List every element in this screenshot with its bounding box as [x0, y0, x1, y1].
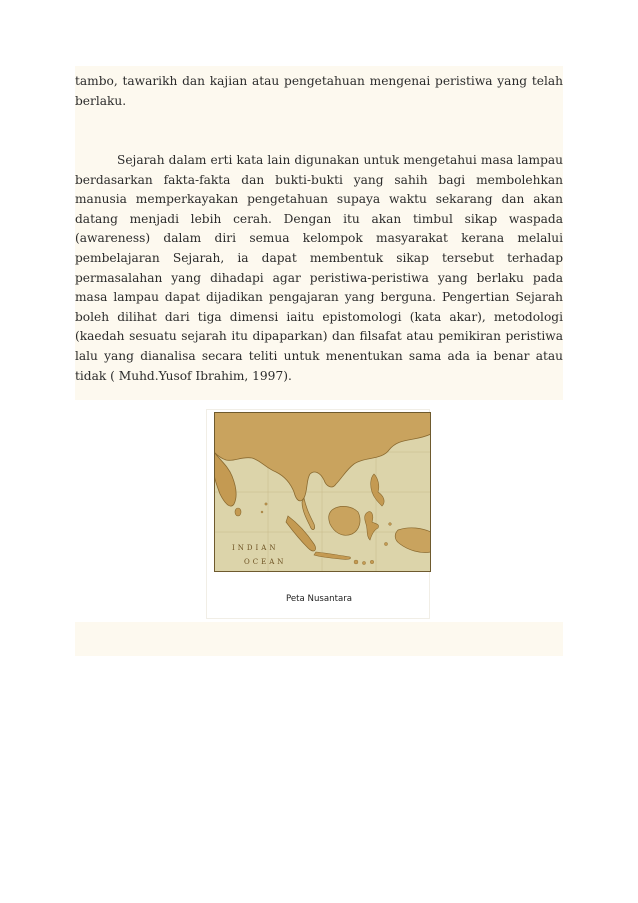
- text-block: [75, 66, 563, 400]
- paragraph-continuation: tambo, tawarikh dan kajian atau pengetahuan mengenai peristiwa yang telah berlaku.: [75, 74, 563, 108]
- text-block-empty: [75, 622, 563, 656]
- map-label-ocean: OCEAN: [244, 558, 287, 566]
- map-label-indian: INDIAN: [232, 544, 279, 552]
- figure-caption: Peta Nusantara: [285, 594, 353, 604]
- map-image-nusantara: [214, 412, 431, 572]
- map-figure: [206, 409, 430, 619]
- paragraph-sejarah-definition: Sejarah dalam erti kata lain digunakan untuk mengetahui masa lampau berdasarkan fakta-fakta dan bukti-bukti yang sahih bagi membolehkan manusia memperkayakan pengetahuan supaya waktu sekarang dan akan datang menjadi lebih cerah. Dengan itu akan timbul sikap waspada (awareness) dalam diri semua kelompok masyarakat kerana melalui pembelajaran Sejarah, ia dapat membentuk sikap tersebut terhadap permasalahan yang dihadapi agar peristiwa-peristiwa yang berlaku pada masa lampau dapat dijadikan pengajaran yang berguna. Pengertian Sejarah boleh dilihat dari tiga dimensi iaitu epistomologi (kata akar), metodologi (kaedah sesuatu sejarah itu dipaparkan) dan filsafat atau pemikiran peristiwa lalu yang dianalisa secara teliti untuk menentukan sama ada ia benar atau tidak ( Muhd.Yusof Ibrahim, 1997).: [75, 153, 563, 383]
